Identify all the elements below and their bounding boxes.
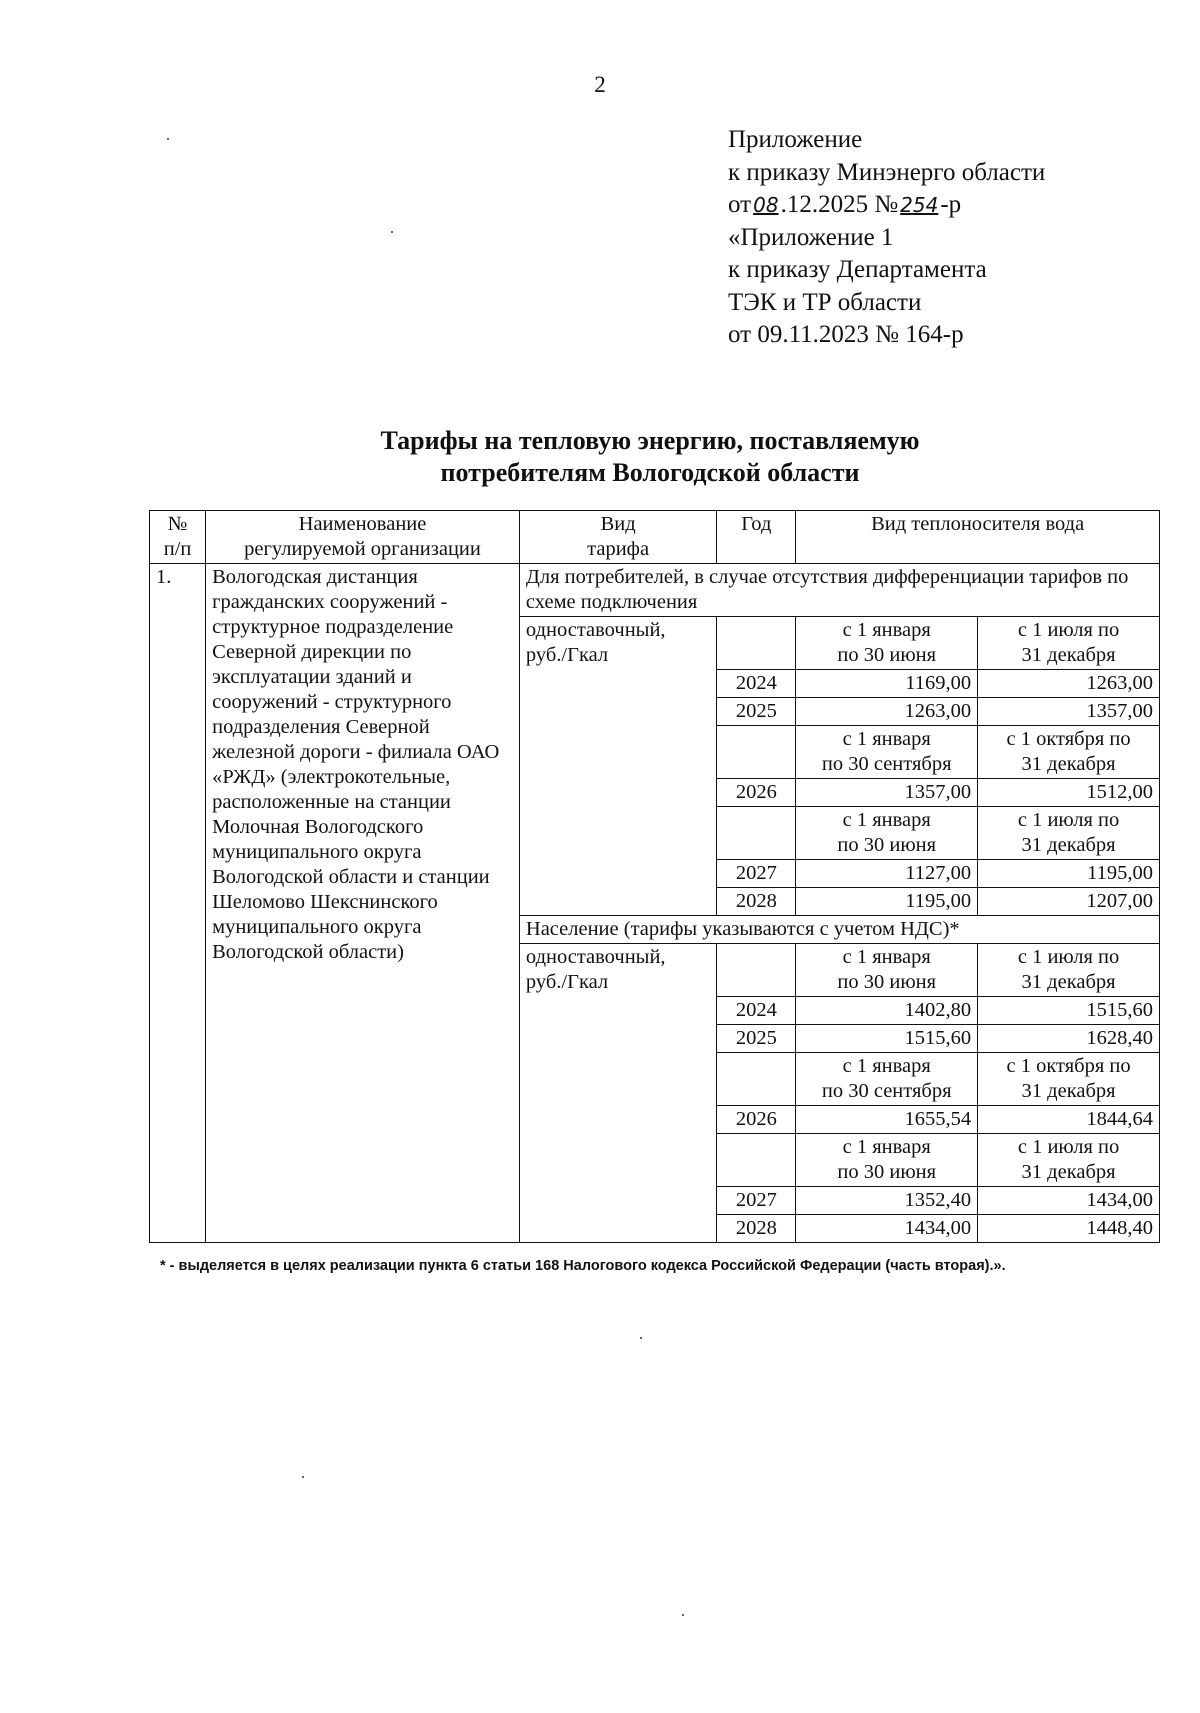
header-year: Год [717, 511, 796, 564]
header-tariff-type: Вид тарифа [519, 511, 716, 564]
year-cell [717, 726, 796, 779]
appendix-order-date [728, 189, 1045, 222]
tariff-table [149, 510, 1160, 1243]
page-number: 2 [594, 72, 606, 97]
year-cell [717, 617, 796, 670]
period-header-cell: с 1 июля по 31 декабря [978, 617, 1160, 670]
tariff-value-cell: 1195,00 [978, 860, 1160, 888]
tariff-type: одноставочный, руб./Гкал [519, 617, 716, 916]
section-caption: Население (тарифы указываются с учетом НДС)* [519, 916, 1159, 944]
scan-speck [682, 1614, 684, 1616]
document-title [0, 425, 1200, 489]
year-cell [717, 944, 796, 997]
year-cell: 2026 [717, 779, 796, 807]
handwritten-day: 08 [753, 193, 779, 217]
year-cell: 2026 [717, 1106, 796, 1134]
tariff-value-cell: 1402,80 [796, 997, 978, 1025]
year-cell: 2027 [717, 860, 796, 888]
title-line: потребителям Вологодской области [440, 458, 860, 487]
header-org: Наименование регулируемой организации [206, 511, 520, 564]
tariff-value-cell: 1127,00 [796, 860, 978, 888]
handwritten-number: 254 [900, 193, 939, 217]
tariff-value-cell: 1352,40 [796, 1187, 978, 1215]
header-carrier: Вид теплоносителя вода [796, 511, 1160, 564]
tariff-value-cell: 1357,00 [978, 698, 1160, 726]
appendix-header [728, 124, 1045, 352]
appendix-line: ТЭК и ТР области [728, 288, 922, 316]
year-cell: 2027 [717, 1187, 796, 1215]
tariff-value-cell: 1195,00 [796, 888, 978, 916]
period-header-cell: с 1 января по 30 июня [796, 944, 978, 997]
period-header-cell: с 1 июля по 31 декабря [978, 944, 1160, 997]
appendix-line: к приказу Минэнерго области [728, 158, 1046, 186]
year-cell [717, 807, 796, 860]
section-caption-row [150, 564, 1160, 617]
order-date-prefix: от [728, 191, 752, 218]
period-header-cell: с 1 января по 30 сентября [796, 726, 978, 779]
appendix-line: от 09.11.2023 № 164-р [728, 321, 964, 348]
appendix-line: «Приложение 1 [728, 223, 894, 251]
footnote: * - выделяется в целях реализации пункта 6 статьи 168 Налогового кодекса Российской Федерации (часть вторая).». [160, 1258, 1006, 1274]
scan-speck [391, 231, 393, 233]
scan-speck [167, 138, 169, 140]
tariff-value-cell: 1844,64 [978, 1106, 1160, 1134]
tariff-type: одноставочный, руб./Гкал [519, 944, 716, 1243]
period-header-cell: с 1 января по 30 июня [796, 1134, 978, 1187]
organization-name: Вологодская дистанция гражданских сооружений - структурное подразделение Северной дирекции по эксплуатации зданий и сооружений - структурного подразделения Северной железной дороги - филиала ОАО «РЖД» (электрокотельные, расположенные на станции Молочная Вологодского муниципального округа Вологодской области и станции Шеломово Шекснинского муниципального округа Вологодской области) [206, 564, 520, 1243]
tariff-value-cell: 1263,00 [796, 698, 978, 726]
tariff-value-cell: 1655,54 [796, 1106, 978, 1134]
year-cell: 2024 [717, 670, 796, 698]
header-num: № п/п [150, 511, 206, 564]
scan-speck [302, 1476, 304, 1478]
tariff-value-cell: 1515,60 [796, 1025, 978, 1053]
title-line: Тарифы на тепловую энергию, поставляемую [380, 426, 920, 455]
year-cell: 2025 [717, 1025, 796, 1053]
tariff-value-cell: 1434,00 [796, 1215, 978, 1243]
appendix-line: Приложение [728, 126, 863, 153]
year-cell [717, 1134, 796, 1187]
period-header-cell: с 1 января по 30 июня [796, 807, 978, 860]
tariff-value-cell: 1357,00 [796, 779, 978, 807]
tariff-value-cell: 1628,40 [978, 1025, 1160, 1053]
tariff-value-cell: 1263,00 [978, 670, 1160, 698]
period-header-cell: с 1 января по 30 июня [796, 617, 978, 670]
period-header-cell: с 1 июля по 31 декабря [978, 1134, 1160, 1187]
tariff-value-cell: 1515,60 [978, 997, 1160, 1025]
year-cell: 2028 [717, 888, 796, 916]
period-header-cell: с 1 октября по 31 декабря [978, 1053, 1160, 1106]
year-cell: 2028 [717, 1215, 796, 1243]
order-date-mid: .12.2025 № [780, 191, 899, 218]
period-header-cell: с 1 июля по 31 декабря [978, 807, 1160, 860]
appendix-line: к приказу Департамента [728, 256, 987, 283]
year-cell: 2024 [717, 997, 796, 1025]
period-header-cell: с 1 января по 30 сентября [796, 1053, 978, 1106]
section-caption: Для потребителей, в случае отсутствия дифференциации тарифов по схеме подключения [519, 564, 1159, 617]
order-number-suffix: -р [940, 191, 962, 218]
year-cell: 2025 [717, 698, 796, 726]
year-cell [717, 1053, 796, 1106]
tariff-value-cell: 1434,00 [978, 1187, 1160, 1215]
row-number: 1. [150, 564, 206, 1243]
tariff-value-cell: 1169,00 [796, 670, 978, 698]
tariff-value-cell: 1207,00 [978, 888, 1160, 916]
tariff-value-cell: 1512,00 [978, 779, 1160, 807]
scan-speck [640, 1337, 642, 1339]
table-header-row [150, 511, 1160, 564]
period-header-cell: с 1 октября по 31 декабря [978, 726, 1160, 779]
tariff-value-cell: 1448,40 [978, 1215, 1160, 1243]
